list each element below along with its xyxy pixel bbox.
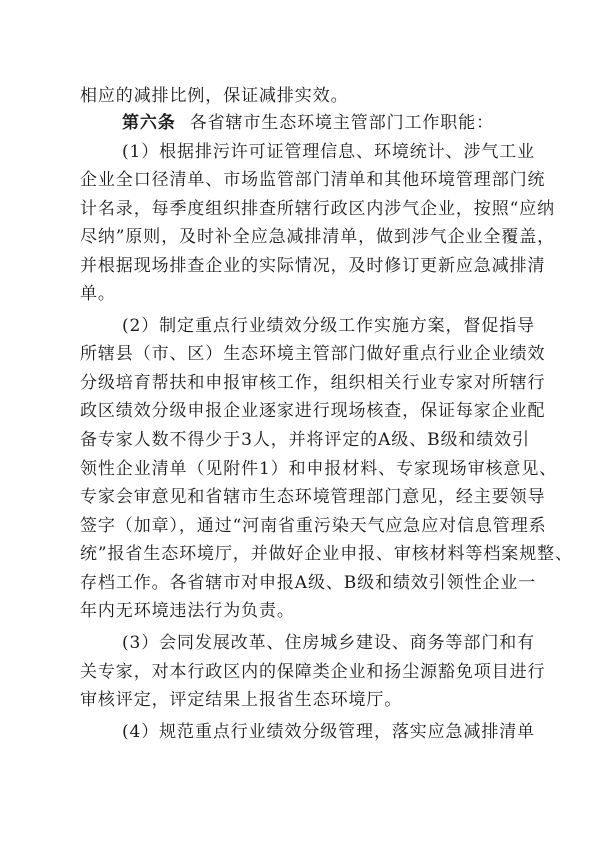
- text-line: 签字（加章），通过“河南省重污染天气应急应对信息管理系: [80, 516, 547, 536]
- text-line: 专家会审意见和省辖市生态环境管理部门意见，经主要领导: [80, 487, 546, 507]
- text-line: 相应的减排比例，保证减排实效。: [80, 86, 349, 106]
- text-line: 领性企业清单（见附件1）和申报材料、专家现场审核意见、: [80, 459, 558, 479]
- text-line: (1）根据排污许可证管理信息、环境统计、涉气工业: [122, 142, 536, 162]
- text-line: 审核评定，评定结果上报省生态环境厅。: [80, 690, 403, 710]
- text-line: 计名录，每季度组织排查所辖行政区内涉气企业，按照“应纳: [80, 199, 555, 219]
- text-line: 所辖县（市、区）生态环境主管部门做好重点行业企业绩效: [80, 344, 546, 364]
- text-line: 企业全口径清单、市场监管部门清单和其他环境管理部门统: [80, 170, 546, 190]
- text-line: 备专家人数不得少于3人，并将评定的A级、B级和绩效引: [80, 430, 530, 450]
- text-line: 存档工作。各省辖市对申报A级、B级和绩效引领性企业一: [80, 573, 537, 593]
- text-line: (4）规范重点行业绩效分级管理，落实应急减排清单: [122, 722, 536, 742]
- text-line: 统”报省生态环境厅，并做好企业申报、审核材料等档案规整、: [80, 544, 573, 564]
- text-line: 单。: [80, 284, 116, 304]
- article-heading: 第六条: [122, 113, 176, 133]
- text-line: (2）制定重点行业绩效分级工作实施方案，督促指导: [122, 316, 536, 336]
- text-line: 尽纳”原则，及时补全应急减排清单，做到涉气企业全覆盖，: [80, 227, 555, 247]
- text-line: 年内无环境违法行为负责。: [80, 601, 295, 621]
- article-line: [122, 112, 494, 134]
- text-line: 政区绩效分级申报企业逐家进行现场核查，保证每家企业配: [80, 401, 546, 421]
- text-line: 并根据现场排查企业的实际情况，及时修订更新应急减排清: [80, 256, 546, 276]
- text-line: 关专家，对本行政区内的保障类企业和扬尘源豁免项目进行: [80, 662, 546, 682]
- text-line: (3）会同发展改革、住房城乡建设、商务等部门和有: [122, 633, 536, 653]
- text-line: 分级培育帮扶和申报审核工作，组织相关行业专家对所辖行: [80, 373, 546, 393]
- article-text: 各省辖市生态环境主管部门工作职能：: [189, 113, 495, 133]
